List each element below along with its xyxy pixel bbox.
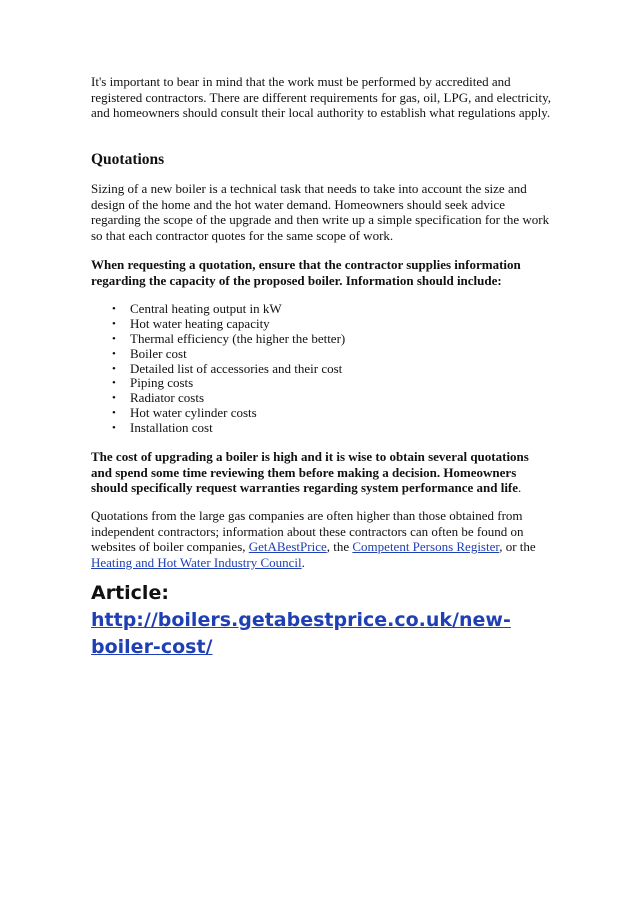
separator-text: , or the bbox=[499, 539, 536, 555]
article-reference bbox=[91, 580, 561, 661]
list-item-text: Central heating output in kW bbox=[130, 301, 282, 316]
request-paragraph: When requesting a quotation, ensure that the contractor supplies information regarding the capacity of the proposed boiler. Information should include: bbox=[91, 257, 521, 288]
quotations-text: Quotations from the large gas companies are often higher than those obtained from independent contractors; information about these contractors can often be found on websites of boiler companies, bbox=[91, 508, 524, 555]
cost-period: . bbox=[518, 480, 522, 496]
bullet-icon: • bbox=[112, 347, 116, 360]
list-item-text: Thermal efficiency (the higher the better) bbox=[130, 330, 346, 346]
list-item bbox=[91, 332, 551, 347]
cost-paragraph bbox=[91, 449, 551, 496]
quotations-end: . bbox=[301, 554, 305, 570]
list-item bbox=[91, 406, 551, 421]
bullet-icon: • bbox=[112, 303, 116, 315]
bullet-icon: • bbox=[112, 422, 116, 435]
cost-text: The cost of upgrading a boiler is high and it is wise to obtain several quotations and spend some time reviewing them before making a decision. Homeowners should specifically request warranties regarding system performance and life bbox=[91, 449, 529, 496]
list-item bbox=[91, 362, 551, 377]
list-item-text: Piping costs bbox=[130, 375, 194, 391]
competent-persons-register-link[interactable]: Competent Persons Register bbox=[352, 539, 500, 555]
article-url-link[interactable]: http://boilers.getabestprice.co.uk/new-boiler-cost/ bbox=[91, 609, 511, 658]
intro-paragraph: It's important to bear in mind that the work must be performed by accredited and registered contractors. There are different requirements for gas, oil, LPG, and electricity, and homeowners should consult their local authority to establish what regulations apply. bbox=[91, 74, 551, 121]
bullet-icon: • bbox=[112, 407, 116, 420]
bullet-icon: • bbox=[112, 317, 116, 330]
list-item bbox=[91, 376, 551, 391]
list-item bbox=[91, 347, 551, 362]
sizing-paragraph: Sizing of a new boiler is a technical task that needs to take into account the size and design of the home and the hot water demand. Homeowners should seek advice regarding the scope of the upgrade and then write up a simple specification for the work so that each contractor quotes for the same scope of work. bbox=[91, 181, 550, 243]
list-item bbox=[91, 302, 551, 317]
section-heading-quotations: Quotations bbox=[91, 151, 165, 168]
list-item-text: Radiator costs bbox=[130, 390, 205, 406]
list-item-text: Installation cost bbox=[130, 420, 213, 436]
bullet-icon: • bbox=[112, 377, 116, 390]
list-item-text: Detailed list of accessories and their cost bbox=[130, 360, 343, 376]
list-item-text: Hot water cylinder costs bbox=[130, 405, 257, 421]
getabestprice-link[interactable]: GetABestPrice bbox=[248, 539, 327, 555]
bullet-icon: • bbox=[112, 332, 116, 345]
list-item bbox=[91, 391, 551, 406]
article-label: Article: bbox=[91, 582, 169, 604]
heating-hot-water-council-link[interactable]: Heating and Hot Water Industry Council bbox=[91, 554, 302, 570]
quotations-paragraph bbox=[91, 508, 551, 570]
list-item-text: Hot water heating capacity bbox=[130, 315, 270, 331]
bullet-icon: • bbox=[112, 362, 116, 375]
list-item bbox=[91, 317, 551, 332]
list-item-text: Boiler cost bbox=[130, 345, 187, 361]
separator-text: , the bbox=[326, 539, 353, 555]
information-list bbox=[91, 302, 551, 436]
list-item bbox=[91, 421, 551, 436]
bullet-icon: • bbox=[112, 392, 116, 405]
